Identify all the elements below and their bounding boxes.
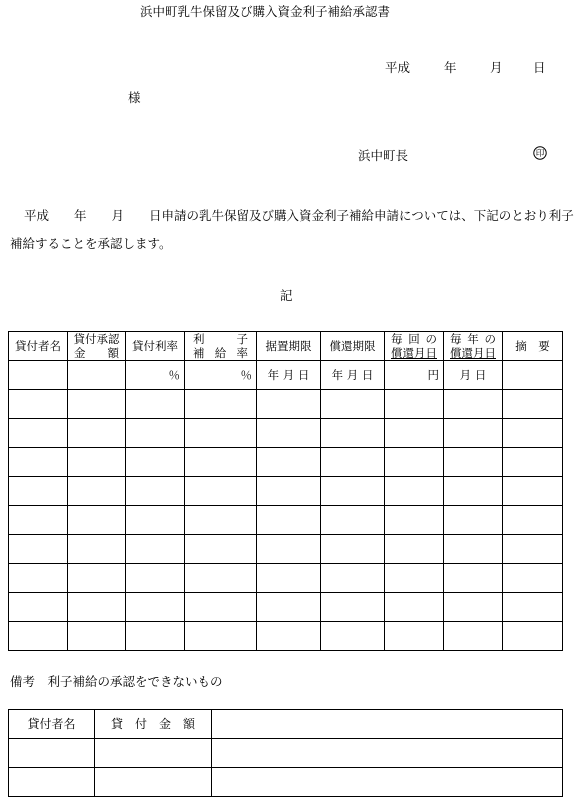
addressee-suffix: 様: [128, 90, 141, 105]
seal-icon: [533, 146, 547, 160]
unit-month-day[interactable]: 月 日: [444, 361, 503, 390]
cell-input[interactable]: [9, 593, 68, 622]
unit-date[interactable]: 年 月 日: [257, 361, 321, 390]
sub-header-blank: [212, 710, 563, 739]
date-day: 日: [533, 60, 546, 75]
cell-input[interactable]: [444, 622, 503, 651]
cell-input[interactable]: [126, 390, 185, 419]
cell-input[interactable]: [257, 506, 321, 535]
cell-input[interactable]: [212, 768, 563, 797]
cell-input[interactable]: [68, 535, 126, 564]
cell-input[interactable]: [385, 564, 444, 593]
header-each-repayment: 毎 回 の 償還月日: [385, 332, 444, 361]
cell-input[interactable]: [185, 622, 257, 651]
cell-input[interactable]: [68, 506, 126, 535]
cell-input[interactable]: [9, 448, 68, 477]
date-era: 平成: [385, 60, 411, 75]
cell-input[interactable]: [9, 564, 68, 593]
table-row: [9, 622, 563, 651]
cell-input[interactable]: [9, 506, 68, 535]
cell-input[interactable]: [444, 477, 503, 506]
cell-input[interactable]: [185, 477, 257, 506]
cell-input[interactable]: [95, 739, 212, 768]
cell-input[interactable]: [68, 448, 126, 477]
approval-statement: 平成 年 月 日申請の乳牛保留及び購入資金利子補給申請については、下記のとおり利子補給することを承認します。: [10, 208, 574, 251]
cell-input[interactable]: [68, 390, 126, 419]
header-deferment-period: 据置期限: [257, 332, 321, 361]
header-remarks: 摘 要: [503, 332, 563, 361]
cell-input[interactable]: [321, 419, 385, 448]
cell-input[interactable]: [321, 622, 385, 651]
cell-input[interactable]: [185, 535, 257, 564]
cell-input[interactable]: [257, 477, 321, 506]
cell-input[interactable]: [321, 593, 385, 622]
document-title: 浜中町乳牛保留及び購入資金利子補給承認書: [140, 4, 391, 19]
cell-input[interactable]: [68, 361, 126, 390]
sub-header-amount: 貸 付 金 額: [95, 710, 212, 739]
cell-input[interactable]: [503, 506, 563, 535]
table-unit-row: [9, 361, 563, 390]
cell-input[interactable]: [385, 390, 444, 419]
unit-percent[interactable]: ％: [185, 361, 257, 390]
cell-input[interactable]: [257, 419, 321, 448]
cell-input[interactable]: [503, 535, 563, 564]
unit-percent[interactable]: ％: [126, 361, 185, 390]
cell-input[interactable]: [126, 506, 185, 535]
ki-heading: 記: [280, 288, 293, 303]
table-header-row: [9, 332, 563, 361]
cell-input[interactable]: [212, 739, 563, 768]
cell-input[interactable]: [257, 390, 321, 419]
cell-input[interactable]: [126, 448, 185, 477]
cell-input[interactable]: [385, 593, 444, 622]
seal-mark: [533, 146, 547, 163]
cell-input[interactable]: [503, 448, 563, 477]
cell-input[interactable]: [185, 564, 257, 593]
cell-input[interactable]: [385, 622, 444, 651]
table-row: [9, 564, 563, 593]
cell-input[interactable]: [68, 477, 126, 506]
cell-input[interactable]: [185, 593, 257, 622]
cell-input[interactable]: [126, 622, 185, 651]
cell-input[interactable]: [126, 593, 185, 622]
cell-input[interactable]: [321, 477, 385, 506]
sub-header-lender: 貸付者名: [9, 710, 95, 739]
cell-input[interactable]: [68, 593, 126, 622]
cell-input[interactable]: [385, 448, 444, 477]
cell-input[interactable]: [503, 390, 563, 419]
cell-input[interactable]: [185, 419, 257, 448]
issuer-name: 浜中町長: [358, 148, 409, 163]
cell-input[interactable]: [444, 390, 503, 419]
table-row: [9, 448, 563, 477]
unit-date[interactable]: 年 月 日: [321, 361, 385, 390]
cell-input[interactable]: [444, 506, 503, 535]
cell-input[interactable]: [385, 419, 444, 448]
table-row: [9, 390, 563, 419]
header-repayment-period: 償還期限: [321, 332, 385, 361]
date-year: 年: [444, 60, 457, 75]
cell-input[interactable]: [126, 419, 185, 448]
cell-input[interactable]: [9, 390, 68, 419]
cell-input[interactable]: [257, 535, 321, 564]
cell-input[interactable]: [126, 535, 185, 564]
table-row: [9, 593, 563, 622]
cell-input[interactable]: [444, 564, 503, 593]
remarks-label: 備考 利子補給の承認をできないもの: [10, 674, 223, 689]
cell-input[interactable]: [257, 564, 321, 593]
cell-input[interactable]: [185, 448, 257, 477]
table-row: [9, 768, 563, 797]
header-approved-amount: 貸付承認 金 額: [68, 332, 126, 361]
cell-input[interactable]: [257, 593, 321, 622]
cell-input[interactable]: [444, 419, 503, 448]
cell-input[interactable]: [503, 477, 563, 506]
cell-input[interactable]: [257, 448, 321, 477]
header-annual-repayment: 毎 年 の 償還月日: [444, 332, 503, 361]
cell-input[interactable]: [321, 535, 385, 564]
table-row: [9, 739, 563, 768]
cell-input[interactable]: [444, 593, 503, 622]
cell-input[interactable]: [185, 390, 257, 419]
seal-text: 印: [535, 149, 545, 160]
table-row: [9, 506, 563, 535]
cell-input[interactable]: [503, 361, 563, 390]
cell-input[interactable]: [321, 448, 385, 477]
cell-input[interactable]: [385, 535, 444, 564]
table-row: [9, 419, 563, 448]
header-lender: 貸付者名: [9, 332, 68, 361]
cell-input[interactable]: [444, 448, 503, 477]
date-month: 月: [490, 60, 503, 75]
sub-header-row: [9, 710, 563, 739]
cell-input[interactable]: [503, 593, 563, 622]
cell-input[interactable]: [321, 390, 385, 419]
cell-input[interactable]: [444, 535, 503, 564]
table-row: [9, 477, 563, 506]
cell-input[interactable]: [385, 506, 444, 535]
cell-input[interactable]: [68, 419, 126, 448]
cell-input[interactable]: [385, 477, 444, 506]
header-subsidy-rate: 利 子 補 給 率: [185, 332, 257, 361]
cell-input[interactable]: [9, 361, 68, 390]
cell-input[interactable]: [503, 622, 563, 651]
cell-input[interactable]: [9, 739, 95, 768]
cell-input[interactable]: [68, 564, 126, 593]
cell-input[interactable]: [503, 564, 563, 593]
cell-input[interactable]: [9, 535, 68, 564]
unit-yen[interactable]: 円: [385, 361, 444, 390]
cell-input[interactable]: [9, 622, 68, 651]
cell-input[interactable]: [68, 622, 126, 651]
cell-input[interactable]: [9, 477, 68, 506]
cell-input[interactable]: [321, 564, 385, 593]
cell-input[interactable]: [9, 419, 68, 448]
cell-input[interactable]: [185, 506, 257, 535]
cell-input[interactable]: [257, 622, 321, 651]
cell-input[interactable]: [126, 564, 185, 593]
cell-input[interactable]: [9, 768, 95, 797]
cell-input[interactable]: [126, 477, 185, 506]
cell-input[interactable]: [95, 768, 212, 797]
approval-table: [8, 331, 563, 651]
cell-input[interactable]: [503, 419, 563, 448]
table-row: [9, 535, 563, 564]
cell-input[interactable]: [321, 506, 385, 535]
rejection-table: [8, 709, 563, 797]
header-loan-rate: 貸付利率: [126, 332, 185, 361]
